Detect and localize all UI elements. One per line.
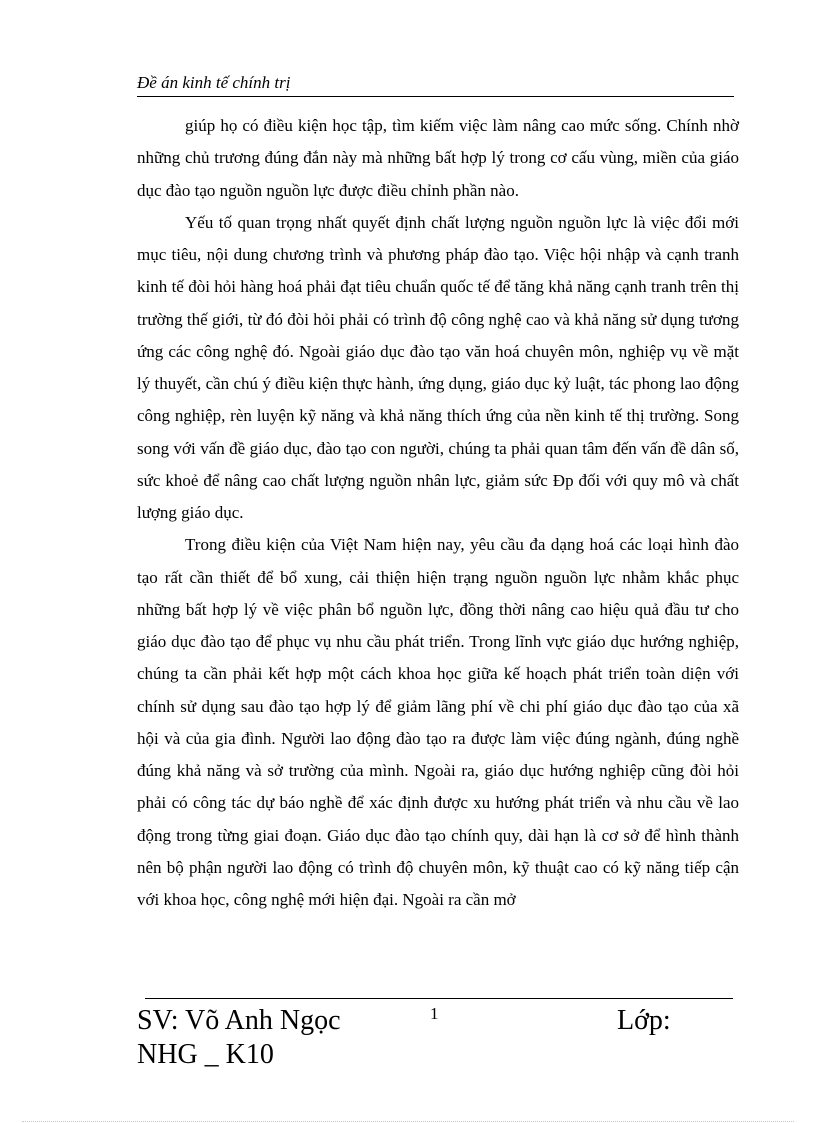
header-title: Đề án kinh tế chính trị bbox=[137, 73, 291, 92]
footer-divider bbox=[145, 998, 733, 999]
paragraph-2: Yếu tố quan trọng nhất quyết định chất lượng nguồn nguồn lực là việc đổi mới mục tiêu, nội dung chương trình và phương pháp đào tạo. Việc hội nhập và cạnh tranh kinh tế đòi hỏi hàng hoá phải đạt tiêu chuẩn quốc tế để tăng khả năng cạnh tranh trên thị trường thế giới, từ đó đòi hỏi phải có trình độ công nghệ cao và khả năng sử dụng tương ứng các công nghệ đó. Ngoài giáo dục đào tạo văn hoá chuyên môn, nghiệp vụ về mặt lý thuyết, cần chú ý điều kiện thực hành, ứng dụng, giáo dục kỷ luật, tác phong lao động công nghiệp, rèn luyện kỹ năng và khả năng thích ứng của nền kinh tế thị trường. Song song với vấn đề giáo dục, đào tạo con người, chúng ta phải quan tâm đến vấn đề dân số, sức khoẻ để nâng cao chất lượng nguồn nhân lực, giảm sức Ðp đối với quy mô và chất lượng giáo dục. bbox=[137, 212, 739, 522]
page-header bbox=[137, 72, 734, 97]
paragraph-1: giúp họ có điều kiện học tập, tìm kiếm việc làm nâng cao mức sống. Chính nhờ những chủ trương đúng đắn này mà những bất hợp lý trong cơ cấu vùng, miền của giáo dục đào tạo nguồn nguồn lực được điều chỉnh phần nào. bbox=[137, 116, 739, 200]
paragraph-3: Trong điều kiện của Việt Nam hiện nay, yêu cầu đa dạng hoá các loại hình đào tạo rất cần thiết để bổ xung, cải thiện hiện trạng nguồn nguồn lực nhằm khắc phục những bất hợp lý về việc phân bổ nguồn lực, đồng thời nâng cao hiệu quả đầu tư cho giáo dục đào tạo để phục vụ nhu cầu phát triển. Trong lĩnh vực giáo dục hướng nghiệp, chúng ta cần phải kết hợp một cách khoa học giữa kế hoạch phát triển toàn diện với chính sử dụng sau đào tạo hợp lý để giảm lãng phí về chi phí giáo dục đào tạo của xã hội và của gia đình. Người lao động đào tạo ra được làm việc đúng ngành, đúng nghề đúng khả năng và sở trường của mình. Ngoài ra, giáo dục hướng nghiệp cũng đòi hỏi phải có công tác dự báo nghề để xác định được xu hướng phát triển và nhu cầu về lao động trong từng giai đoạn. Giáo dục đào tạo chính quy, dài hạn là cơ sở để hình thành nên bộ phận người lao động có trình độ chuyên môn, kỹ thuật cao có kỹ năng tiếp cận với khoa học, công nghệ mới hiện đại. Ngoài ra cần mở bbox=[137, 535, 739, 909]
page-number: 1 bbox=[430, 1004, 439, 1023]
page-edge-divider bbox=[22, 1121, 794, 1122]
body-text bbox=[137, 110, 739, 916]
footer-class-label: Lớp: bbox=[617, 1005, 671, 1036]
footer-student: SV: Võ Anh Ngọc NHG _ K10 bbox=[137, 1005, 341, 1070]
